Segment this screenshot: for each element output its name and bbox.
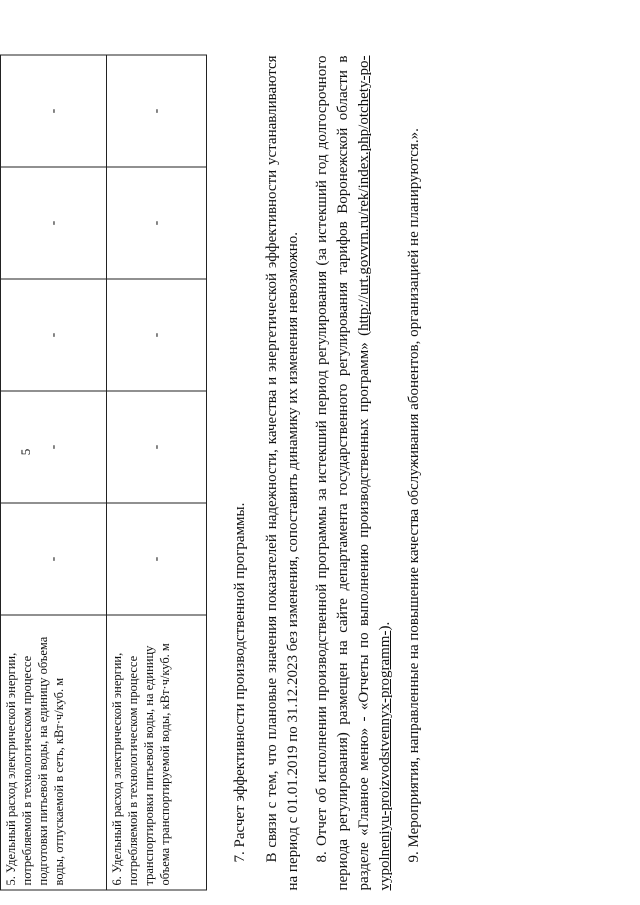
row-label: 5. Удельный расход электрической энергии, потребляемой в технологическом процессе подготовки питьевой воды, на единицу объема воды, отпускаемой в сеть, кВт·ч/куб. м <box>1 615 107 890</box>
cell-value: - <box>1 391 107 503</box>
section-7-text: В связи с тем, что плановые значения показателей надежности, качества и энергетической эффективности устанавливаются на период с 01.01.2019 по 31.12.2023 без изменения, сопоставить динамику их изменения невозможно. <box>264 55 301 891</box>
section-8-text-end: ). <box>377 621 393 631</box>
cell-value: - <box>1 279 107 391</box>
row-label: 6. Удельный расход электрической энергии, потребляемой в технологическом процессе транспортировки питьевой воды, на единицу объема транспортируемой воды, кВт·ч/куб. м <box>107 615 207 890</box>
rotated-page-content <box>0 56 570 891</box>
table-row <box>107 55 207 890</box>
section-7-heading: 7. Расчет эффективности производственной программы. <box>232 502 248 863</box>
cell-value: - <box>107 55 207 167</box>
cell-value: - <box>107 503 207 615</box>
cell-value: - <box>1 503 107 615</box>
cell-value: - <box>107 279 207 391</box>
cell-value: - <box>107 167 207 279</box>
report-link[interactable]: http://urt.govvrn.ru/rek/index.php/otchety-po-vypolneniyu-proizvodstvennyx-programm- <box>356 55 393 891</box>
section-9-text: 9. Мероприятия, направленные на повышение качества обслуживания абонентов, организацией не планируются.». <box>406 128 422 863</box>
section-8-text-start: 8. Отчет об исполнении производственной программы за истекший период регулирования (за истекший год долгосрочного периода регулирования) размещен на сайте департамента государственного регулирования тарифов Воронежской области в разделе «Главное меню» - «Отчеты по выполнению производственных программ» ( <box>314 55 372 891</box>
body-text <box>230 56 433 891</box>
table-row <box>1 55 107 890</box>
indicators-table <box>0 55 207 891</box>
cell-value: - <box>107 391 207 503</box>
section-8-text <box>312 56 396 891</box>
cell-value: - <box>1 167 107 279</box>
page-number: 5 <box>18 448 33 456</box>
cell-value: - <box>1 55 107 167</box>
